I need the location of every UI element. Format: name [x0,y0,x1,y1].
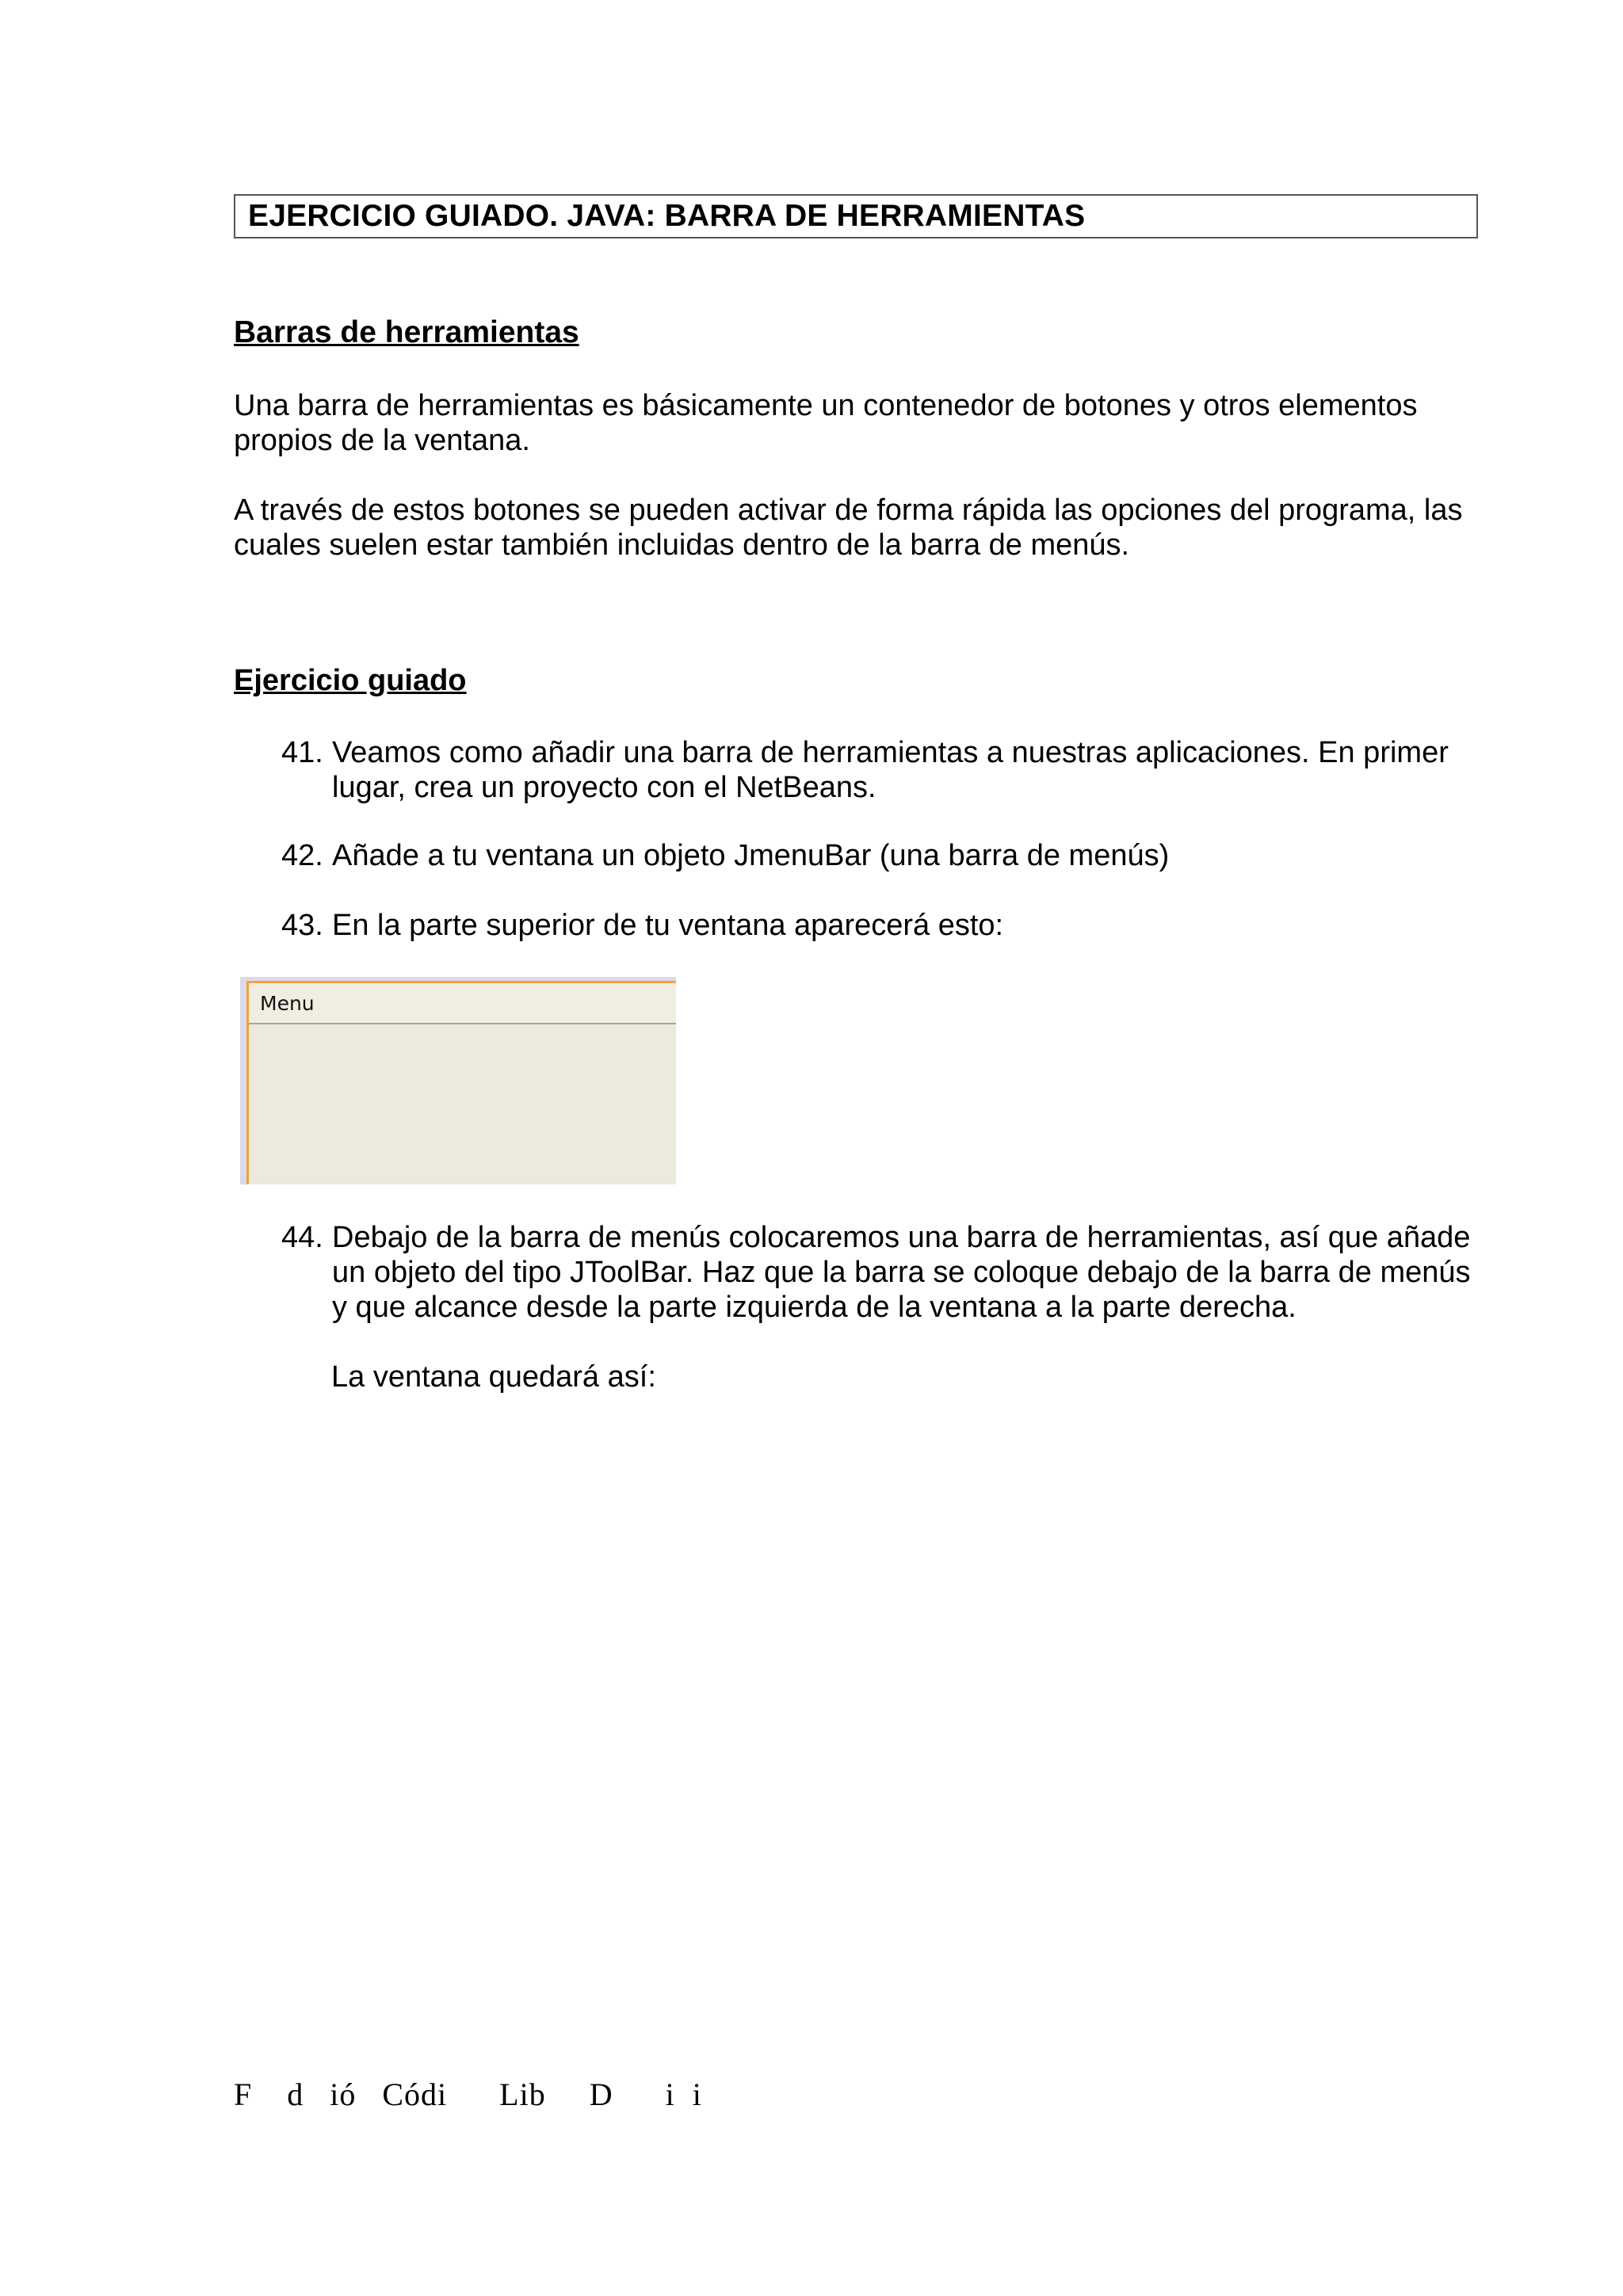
window-screenshot [240,977,676,1184]
menu-bar [249,983,676,1024]
list-item-text: Debajo de la barra de menús colocaremos una barra de herramientas, así que añade un objeto del tipo JToolBar. Haz que la barra se coloque debajo de la barra de menús y que alcance desde la parte izquierda de la ventana a la parte derecha. [332,1221,1471,1324]
list-item [281,1220,1486,1325]
list-item [281,838,1486,873]
paragraph-buttons: A través de estos botones se pueden activar de forma rápida las opciones del programa, las cuales suelen estar también incluidas dentro de la barra de menús. [234,494,1463,562]
list-item-text: Añade a tu ventana un objeto JmenuBar (una barra de menús) [332,839,1170,872]
result-caption: La ventana quedará así: [331,1360,656,1394]
paragraph-intro: Una barra de herramientas es básicamente un contenedor de botones y otros elementos propios de la ventana. [234,389,1418,457]
list-item-number: 42. [281,839,323,872]
list-item-number: 44. [281,1221,323,1254]
window-content-area [246,981,676,1184]
menu-label: Menu [260,991,315,1015]
list-item-number: 43. [281,909,323,942]
list-item [281,908,1486,943]
section-heading-barras: Barras de herramientas [234,315,579,349]
section-heading-ejercicio: Ejercicio guiado [234,664,467,697]
page-footer: F d ió Códi Lib D i i [234,2077,702,2112]
list-item-text: En la parte superior de tu ventana aparecerá esto: [332,909,1004,942]
title-box [234,194,1478,238]
list-item [281,735,1486,805]
document-title: EJERCICIO GUIADO. JAVA: BARRA DE HERRAMIENTAS [248,199,1086,233]
list-item-number: 41. [281,736,323,769]
list-item-text: Veamos como añadir una barra de herramientas a nuestras aplicaciones. En primer lugar, crea un proyecto con el NetBeans. [332,736,1449,804]
